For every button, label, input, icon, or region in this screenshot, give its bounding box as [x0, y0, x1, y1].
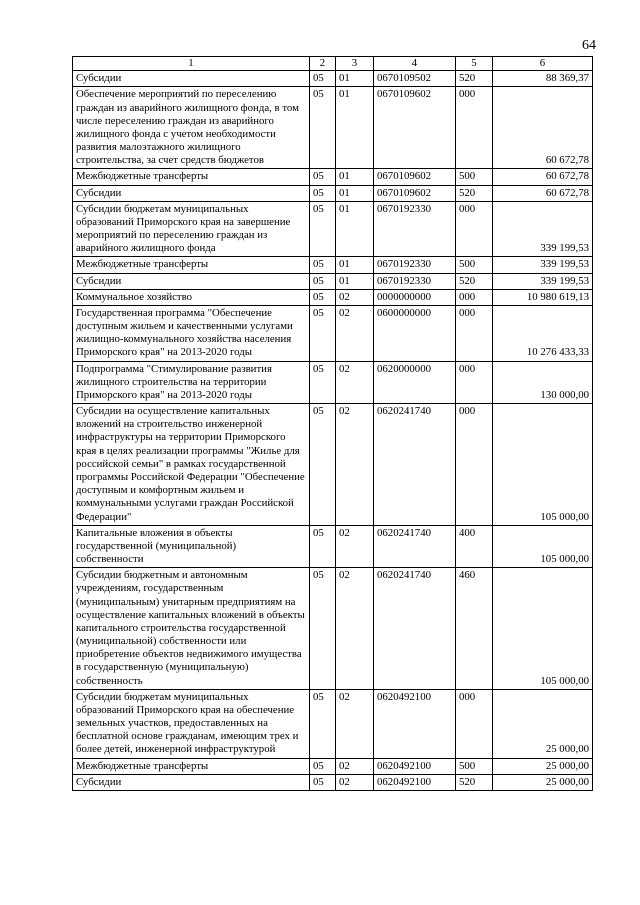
cell-section: 05 — [310, 169, 336, 185]
cell-expense-type: 000 — [456, 689, 493, 758]
cell-target-article: 0620241740 — [374, 568, 456, 690]
cell-target-article: 0620241740 — [374, 525, 456, 568]
cell-target-article: 0670192330 — [374, 273, 456, 289]
column-header: 4 — [374, 57, 456, 71]
cell-subsection: 01 — [336, 257, 374, 273]
cell-amount: 130 000,00 — [493, 361, 593, 404]
cell-amount: 10 276 433,33 — [493, 305, 593, 361]
cell-expense-type: 000 — [456, 87, 493, 169]
cell-section: 05 — [310, 185, 336, 201]
cell-target-article: 0620241740 — [374, 404, 456, 526]
cell-name: Межбюджетные трансферты — [73, 257, 310, 273]
cell-target-article: 0670109502 — [374, 71, 456, 87]
column-header: 1 — [73, 57, 310, 71]
cell-name: Субсидии бюджетам муниципальных образований Приморского края на завершение мероприятий по переселению граждан из аварийного жилищного фонда — [73, 201, 310, 257]
cell-amount: 60 672,78 — [493, 169, 593, 185]
table-row — [73, 169, 593, 185]
cell-section: 05 — [310, 71, 336, 87]
cell-section: 05 — [310, 201, 336, 257]
cell-section: 05 — [310, 525, 336, 568]
column-header: 5 — [456, 57, 493, 71]
cell-expense-type: 500 — [456, 169, 493, 185]
column-header: 6 — [493, 57, 593, 71]
cell-name: Субсидии бюджетным и автономным учреждениям, государственным (муниципальным) унитарным предприятиям на осуществление капитальных вложений в объекты капитального строительства государственной (муниципальной) собственности или приобретение объектов недвижимого имущества в государственную (муниципальную) собственность — [73, 568, 310, 690]
cell-expense-type: 520 — [456, 774, 493, 790]
cell-target-article: 0620492100 — [374, 689, 456, 758]
cell-section: 05 — [310, 404, 336, 526]
budget-table — [72, 56, 593, 791]
cell-subsection: 01 — [336, 71, 374, 87]
table-row — [73, 273, 593, 289]
cell-amount: 60 672,78 — [493, 185, 593, 201]
cell-amount: 25 000,00 — [493, 689, 593, 758]
table-row — [73, 289, 593, 305]
table-row — [73, 774, 593, 790]
cell-target-article: 0670109602 — [374, 185, 456, 201]
page-number: 64 — [582, 38, 596, 53]
cell-expense-type: 000 — [456, 361, 493, 404]
table-row — [73, 404, 593, 526]
cell-subsection: 02 — [336, 758, 374, 774]
cell-expense-type: 520 — [456, 273, 493, 289]
cell-amount: 105 000,00 — [493, 525, 593, 568]
cell-name: Подпрограмма "Стимулирование развития жилищного строительства на территории Приморского края" на 2013-2020 годы — [73, 361, 310, 404]
cell-name: Коммунальное хозяйство — [73, 289, 310, 305]
cell-subsection: 01 — [336, 273, 374, 289]
cell-section: 05 — [310, 689, 336, 758]
cell-name: Государственная программа "Обеспечение доступным жильем и качественными услугами жилищно-коммунального хозяйства населения Приморского края" на 2013-2020 годы — [73, 305, 310, 361]
table-row — [73, 257, 593, 273]
cell-name: Субсидии — [73, 185, 310, 201]
cell-target-article: 0670192330 — [374, 257, 456, 273]
cell-name: Субсидии бюджетам муниципальных образований Приморского края на обеспечение земельных участков, предоставленных на бесплатной основе гражданам, имеющим трех и более детей, инженерной инфраструктурой — [73, 689, 310, 758]
table-row — [73, 758, 593, 774]
table-row — [73, 361, 593, 404]
cell-subsection: 01 — [336, 185, 374, 201]
cell-subsection: 02 — [336, 568, 374, 690]
cell-subsection: 01 — [336, 201, 374, 257]
cell-expense-type: 520 — [456, 71, 493, 87]
cell-expense-type: 000 — [456, 305, 493, 361]
cell-amount: 10 980 619,13 — [493, 289, 593, 305]
table-row — [73, 71, 593, 87]
cell-amount: 60 672,78 — [493, 87, 593, 169]
cell-name: Межбюджетные трансферты — [73, 169, 310, 185]
cell-name: Межбюджетные трансферты — [73, 758, 310, 774]
cell-target-article: 0600000000 — [374, 305, 456, 361]
cell-amount: 339 199,53 — [493, 257, 593, 273]
cell-name: Обеспечение мероприятий по переселению граждан из аварийного жилищного фонда, в том числе переселению граждан из аварийного жилищного фонда с учетом необходимости развития малоэтажного жилищного строительства, за счет средств бюджетов — [73, 87, 310, 169]
cell-expense-type: 500 — [456, 758, 493, 774]
cell-section: 05 — [310, 273, 336, 289]
cell-subsection: 02 — [336, 289, 374, 305]
cell-amount: 88 369,37 — [493, 71, 593, 87]
table-row — [73, 185, 593, 201]
cell-section: 05 — [310, 758, 336, 774]
cell-amount: 339 199,53 — [493, 201, 593, 257]
table-row — [73, 525, 593, 568]
cell-section: 05 — [310, 774, 336, 790]
table-body — [73, 71, 593, 791]
cell-target-article: 0620000000 — [374, 361, 456, 404]
cell-section: 05 — [310, 257, 336, 273]
cell-expense-type: 000 — [456, 289, 493, 305]
cell-amount: 25 000,00 — [493, 758, 593, 774]
cell-expense-type: 460 — [456, 568, 493, 690]
table-row — [73, 201, 593, 257]
cell-expense-type: 500 — [456, 257, 493, 273]
cell-name: Капитальные вложения в объекты государственной (муниципальной) собственности — [73, 525, 310, 568]
cell-target-article: 0670192330 — [374, 201, 456, 257]
cell-amount: 105 000,00 — [493, 404, 593, 526]
cell-subsection: 02 — [336, 525, 374, 568]
cell-expense-type: 000 — [456, 404, 493, 526]
cell-amount: 25 000,00 — [493, 774, 593, 790]
cell-target-article: 0620492100 — [374, 758, 456, 774]
cell-section: 05 — [310, 305, 336, 361]
cell-subsection: 02 — [336, 689, 374, 758]
table-row — [73, 87, 593, 169]
table-row — [73, 689, 593, 758]
column-header: 3 — [336, 57, 374, 71]
cell-section: 05 — [310, 568, 336, 690]
cell-expense-type: 000 — [456, 201, 493, 257]
cell-amount: 105 000,00 — [493, 568, 593, 690]
cell-target-article: 0670109602 — [374, 87, 456, 169]
cell-expense-type: 400 — [456, 525, 493, 568]
column-header: 2 — [310, 57, 336, 71]
cell-subsection: 01 — [336, 169, 374, 185]
cell-target-article: 0620492100 — [374, 774, 456, 790]
cell-amount: 339 199,53 — [493, 273, 593, 289]
cell-section: 05 — [310, 87, 336, 169]
cell-subsection: 02 — [336, 404, 374, 526]
table-header-row — [73, 57, 593, 71]
cell-subsection: 02 — [336, 774, 374, 790]
table-row — [73, 305, 593, 361]
cell-target-article: 0000000000 — [374, 289, 456, 305]
cell-name: Субсидии — [73, 273, 310, 289]
table-row — [73, 568, 593, 690]
cell-section: 05 — [310, 289, 336, 305]
cell-section: 05 — [310, 361, 336, 404]
cell-subsection: 02 — [336, 305, 374, 361]
cell-subsection: 02 — [336, 361, 374, 404]
cell-name: Субсидии на осуществление капитальных вложений на строительство инженерной инфраструктуры на территории Приморского края в целях реализации программы "Жилье для российской семьи" в рамках государственной программы Российской Федерации "Обеспечение доступным и комфортным жильем и коммунальными услугами граждан Российской Федерации" — [73, 404, 310, 526]
cell-name: Субсидии — [73, 774, 310, 790]
cell-target-article: 0670109602 — [374, 169, 456, 185]
cell-subsection: 01 — [336, 87, 374, 169]
cell-name: Субсидии — [73, 71, 310, 87]
cell-expense-type: 520 — [456, 185, 493, 201]
